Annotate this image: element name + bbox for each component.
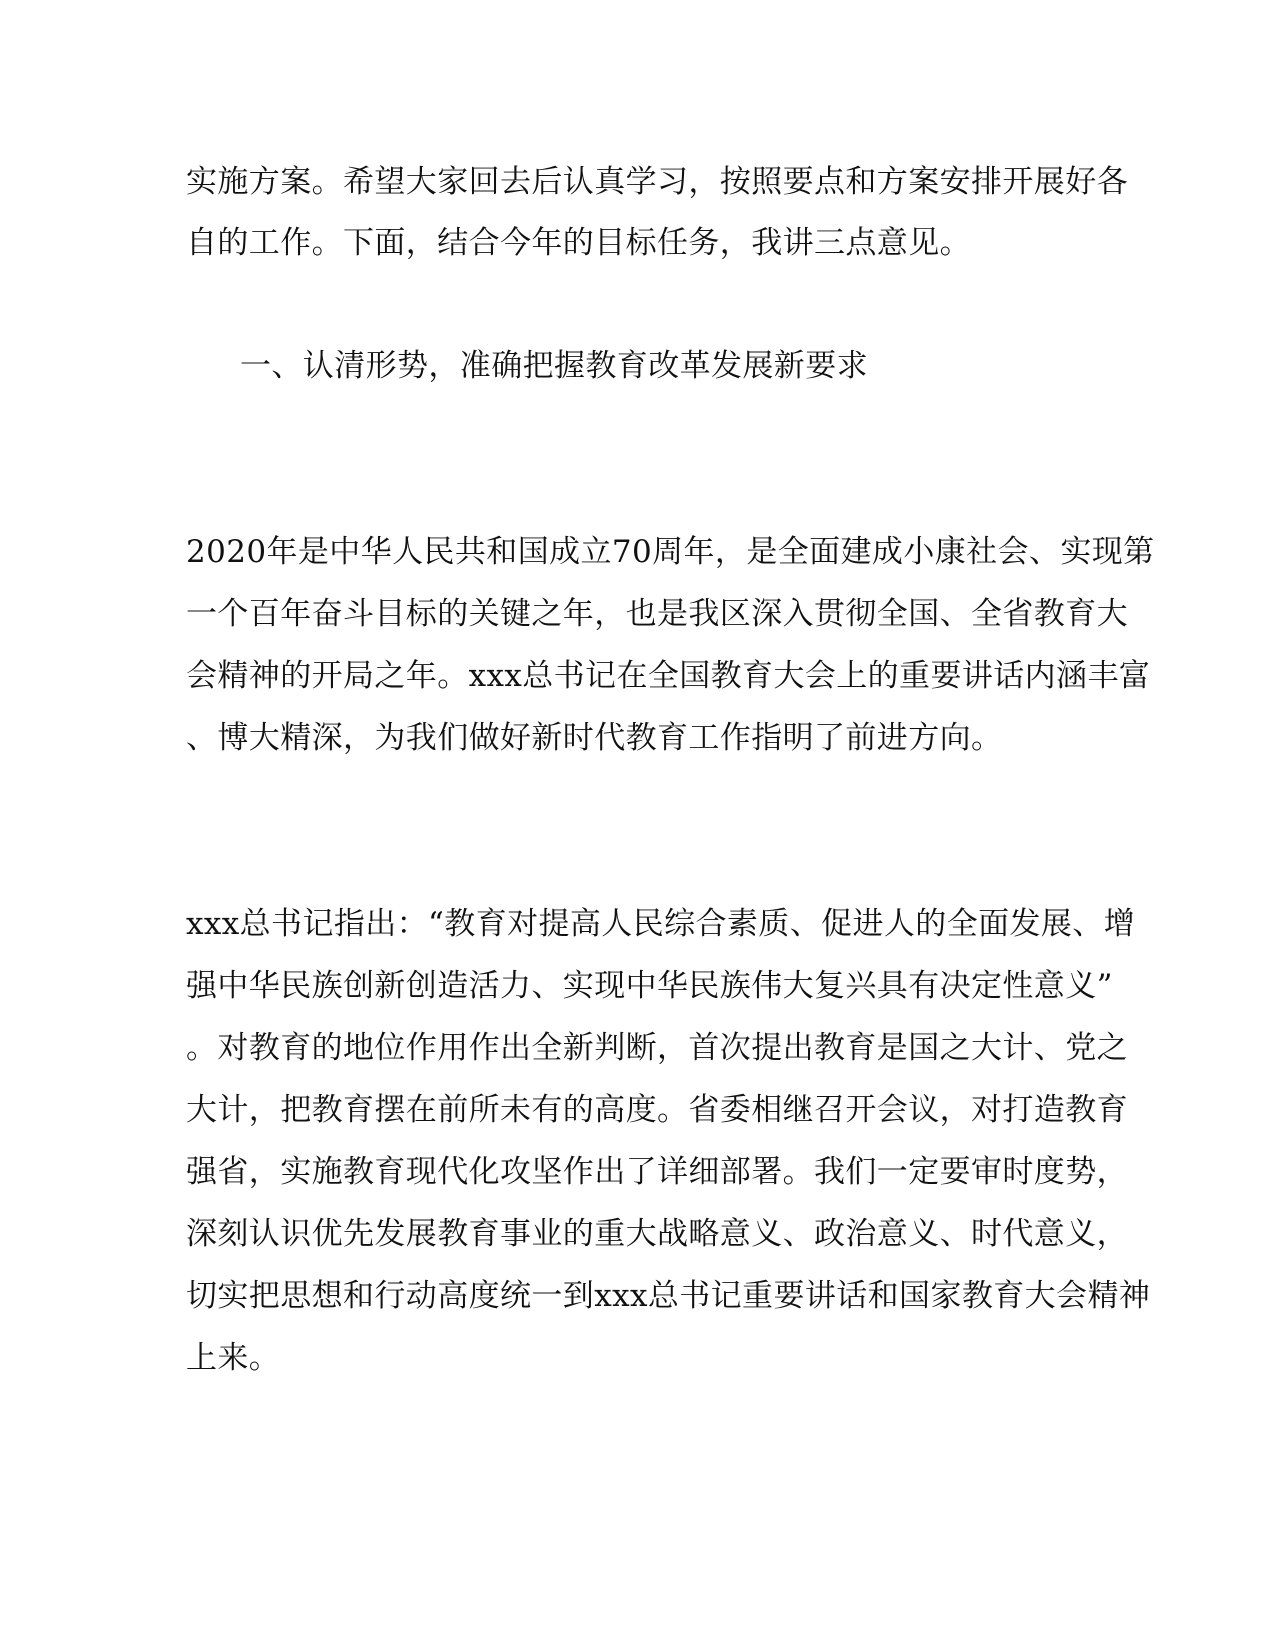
text-line: 强省，实施教育现代化攻坚作出了详细部署。我们一定要审时度势， xyxy=(186,1154,1128,1190)
text-line: 自的工作。下面，结合今年的目标任务，我讲三点意见。 xyxy=(186,225,971,261)
text-line: 深刻认识优先发展教育事业的重大战略意义、政治意义、时代意义， xyxy=(186,1216,1128,1252)
text-line: 强中华民族创新创造活力、实现中华民族伟大复兴具有决定性意义” xyxy=(186,968,1113,1004)
text-line: xxx总书记指出：“教育对提高人民综合素质、促进人的全面发展、增 xyxy=(186,906,1136,942)
text-line: 上来。 xyxy=(186,1340,281,1376)
section-heading: 一、认清形势，准确把握教育改革发展新要求 xyxy=(240,348,868,384)
text-line: 会精神的开局之年。xxx总书记在全国教育大会上的重要讲话内涵丰富 xyxy=(186,658,1151,694)
text-line: 、博大精深，为我们做好新时代教育工作指明了前进方向。 xyxy=(186,720,1003,756)
text-line: 一个百年奋斗目标的关键之年，也是我区深入贯彻全国、全省教育大 xyxy=(186,596,1128,632)
text-line: 2020年是中华人民共和国成立70周年，是全面建成小康社会、实现第 xyxy=(186,534,1155,570)
text-line: 实施方案。希望大家回去后认真学习，按照要点和方案安排开展好各 xyxy=(186,164,1128,200)
text-line: 。对教育的地位作用作出全新判断，首次提出教育是国之大计、党之 xyxy=(186,1030,1128,1066)
text-line: 大计，把教育摆在前所未有的高度。省委相继召开会议，对打造教育 xyxy=(186,1092,1128,1128)
text-line: 切实把思想和行动高度统一到xxx总书记重要讲话和国家教育大会精神 xyxy=(186,1278,1151,1314)
